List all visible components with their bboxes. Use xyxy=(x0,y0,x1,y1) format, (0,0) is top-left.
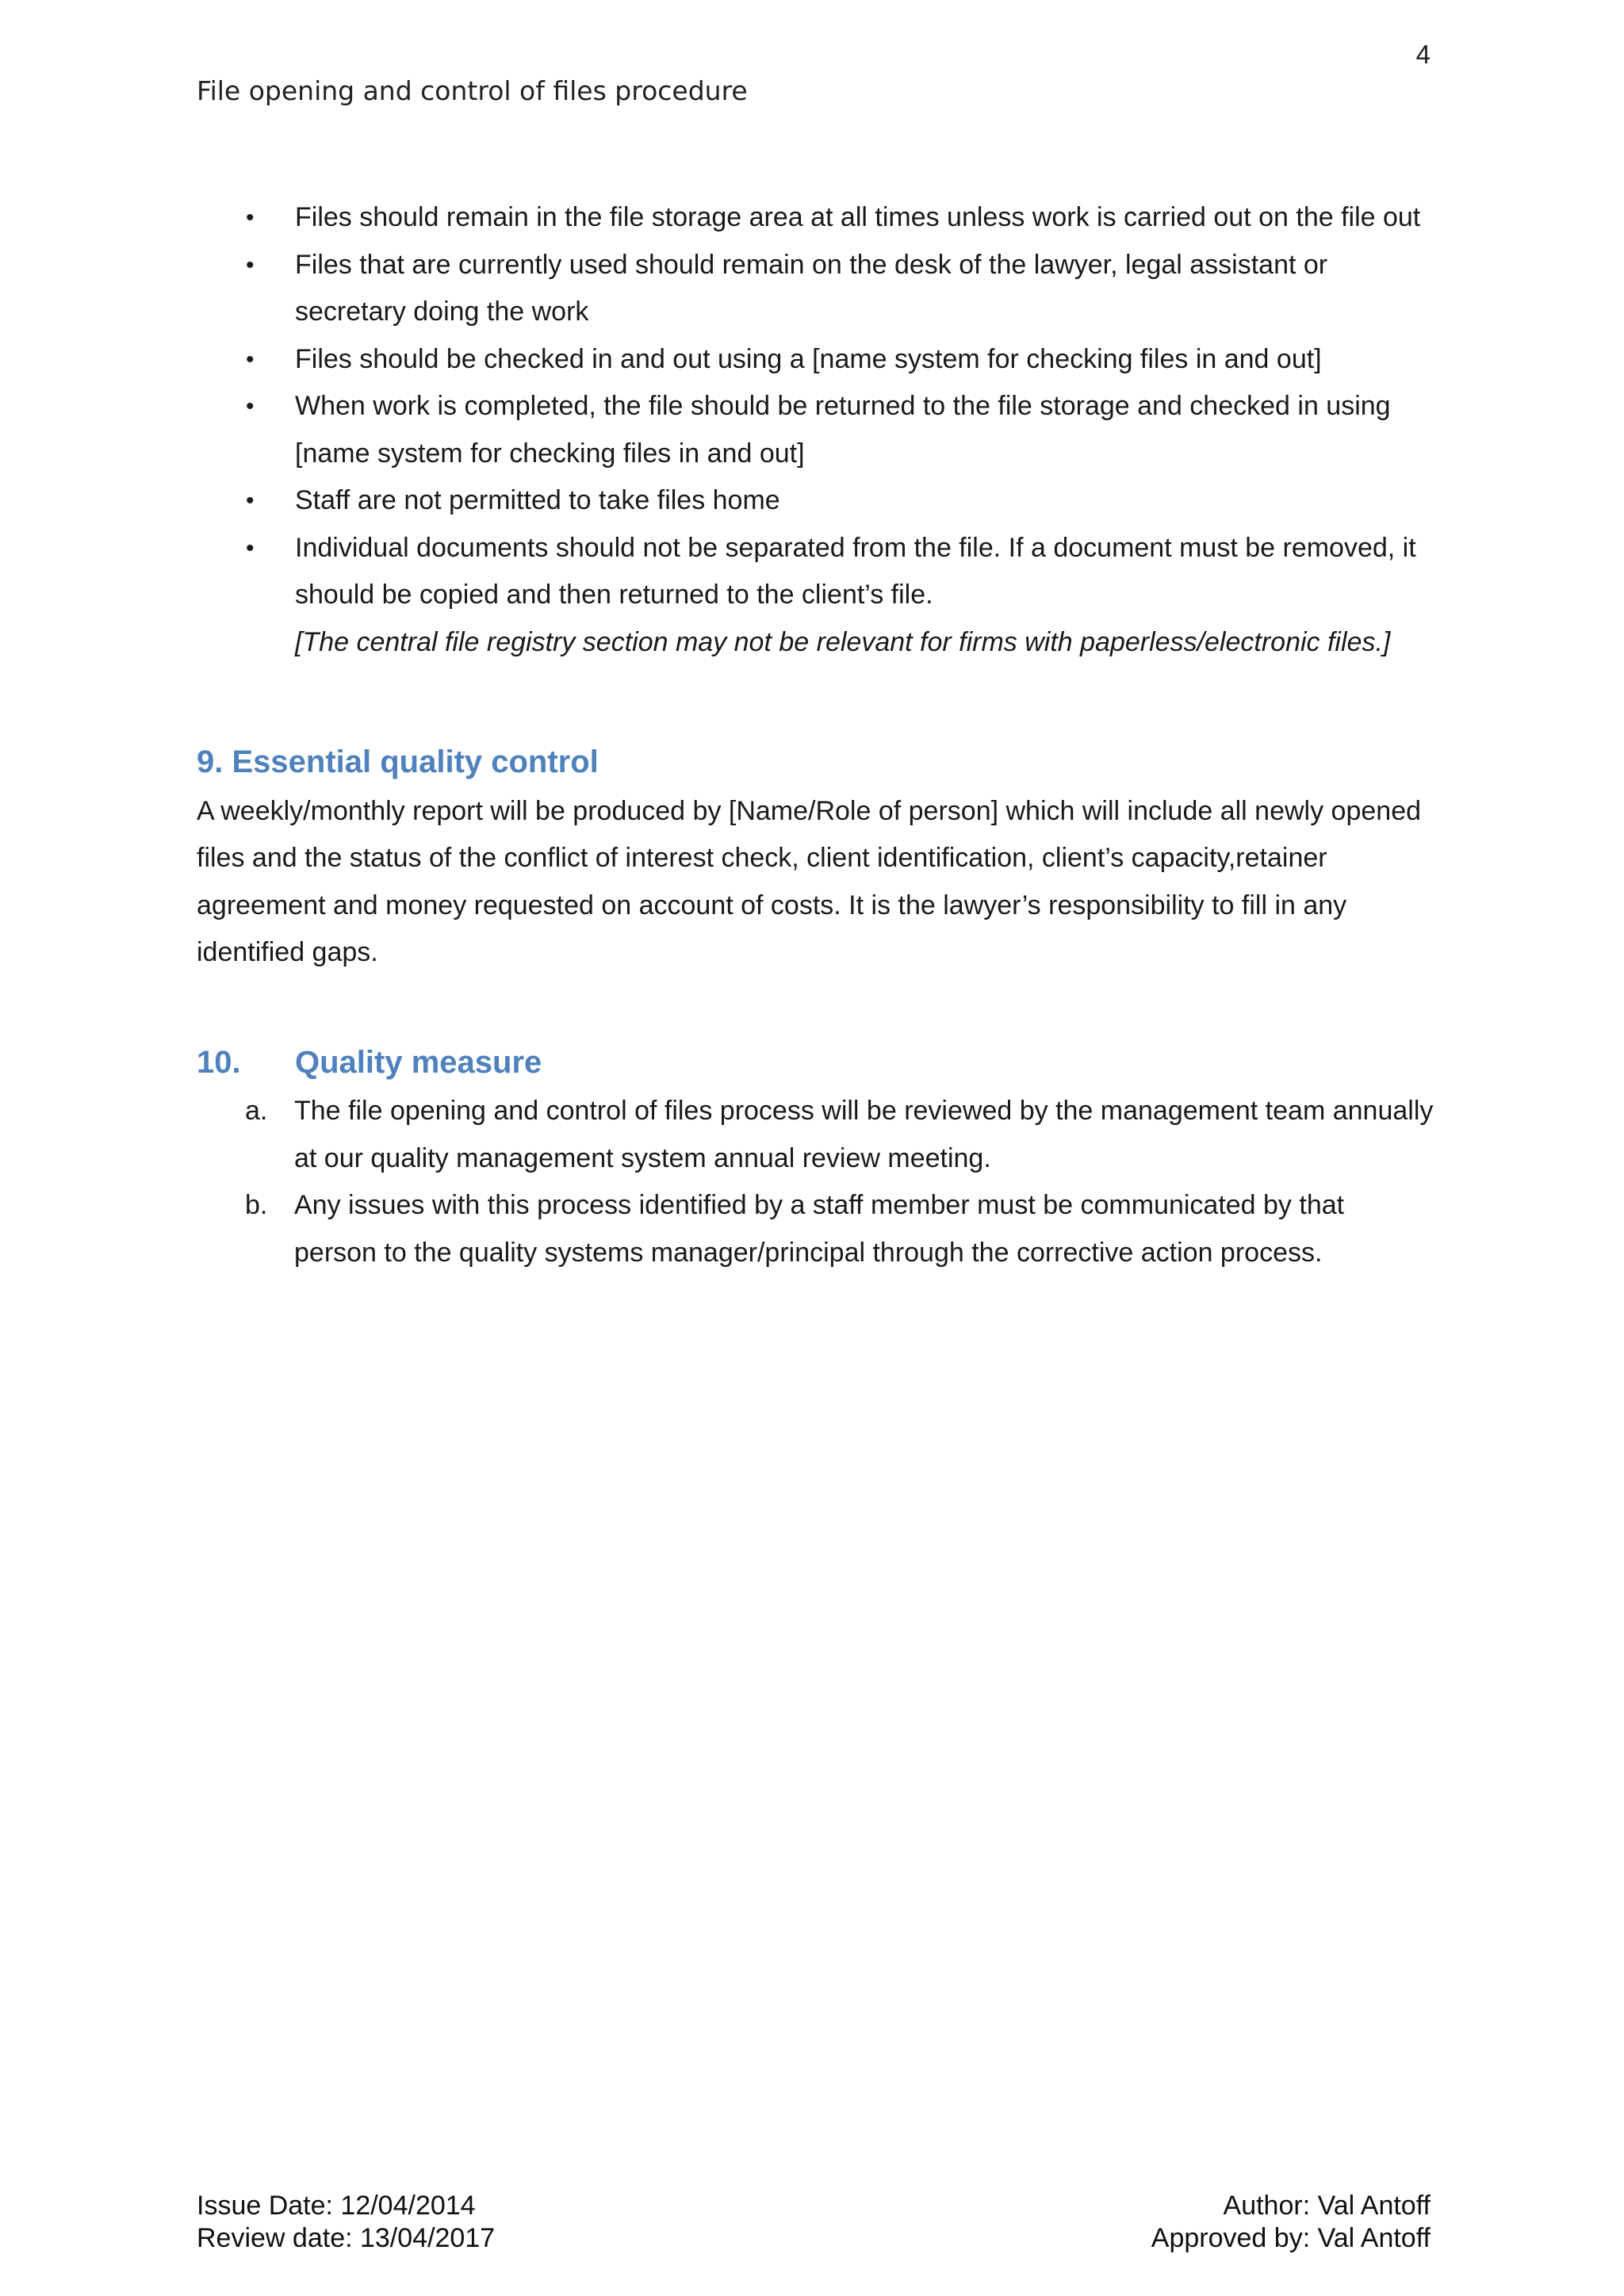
section-10-number: 10. xyxy=(197,1044,241,1080)
page-number: 4 xyxy=(1415,40,1431,69)
list-item xyxy=(197,194,1434,242)
page-content xyxy=(197,194,1434,1276)
bullet-icon: • xyxy=(246,488,255,514)
list-item xyxy=(197,1088,1434,1182)
list-marker: b. xyxy=(245,1190,268,1220)
quality-measure-list xyxy=(197,1088,1434,1276)
section-10-title: Quality measure xyxy=(295,1044,542,1080)
footer-authorship xyxy=(1151,2190,1431,2255)
list-item xyxy=(197,242,1434,336)
footer-dates xyxy=(197,2190,495,2255)
registry-note: [The central file registry section may not be relevant for firms with paperless/electronic files.] xyxy=(295,626,1391,657)
author: Author: Val Antoff xyxy=(1223,2191,1431,2221)
list-item xyxy=(197,1182,1434,1276)
list-marker: a. xyxy=(245,1096,268,1126)
list-item-text: Files should remain in the file storage area at all times unless work is carried out on the file out xyxy=(295,202,1421,232)
list-item-text: Any issues with this process identified by a staff member must be communicated by that person to the quality systems manager/principal through the corrective action process. xyxy=(294,1190,1345,1268)
list-item xyxy=(197,383,1434,477)
approved-by: Approved by: Val Antoff xyxy=(1151,2223,1431,2253)
list-item-text: Individual documents should not be separated from the file. If a document must be removed, it should be copied and then returned to the client’s file. xyxy=(295,532,1416,610)
section-9-heading: 9. Essential quality control xyxy=(197,744,599,779)
bullet-icon: • xyxy=(246,534,255,561)
bullet-icon: • xyxy=(246,393,255,419)
list-item-text: When work is completed, the file should be returned to the file storage and checked in using [name system for checking files in and out] xyxy=(295,391,1391,469)
section-10-heading xyxy=(197,1039,1434,1087)
bullet-list xyxy=(197,194,1434,619)
list-item-text: Files should be checked in and out using a [name system for checking files in and out] xyxy=(295,343,1322,374)
bullet-icon: • xyxy=(246,205,255,231)
list-item xyxy=(197,336,1434,384)
list-item-text: Files that are currently used should remain on the desk of the lawyer, legal assistant or secretary doing the work xyxy=(295,249,1328,327)
list-item-text: The file opening and control of files process will be reviewed by the management team annually at our quality management system annual review meeting. xyxy=(294,1096,1434,1173)
running-header: File opening and control of files procedure xyxy=(197,75,748,106)
list-item-text: Staff are not permitted to take files home xyxy=(295,485,780,515)
issue-date: Issue Date: 12/04/2014 xyxy=(197,2191,476,2221)
list-item xyxy=(197,525,1434,619)
bullet-icon: • xyxy=(246,251,255,278)
list-item xyxy=(197,477,1434,525)
bullet-icon: • xyxy=(246,346,255,373)
review-date: Review date: 13/04/2017 xyxy=(197,2223,496,2253)
section-9-paragraph: A weekly/monthly report will be produced by [Name/Role of person] which will include all newly opened files and the status of the conflict of interest check, client identification, client’s capacity,retainer agreement and money requested on account of costs. It is the lawyer’s responsibility to fill in any identified gaps. xyxy=(197,795,1422,967)
